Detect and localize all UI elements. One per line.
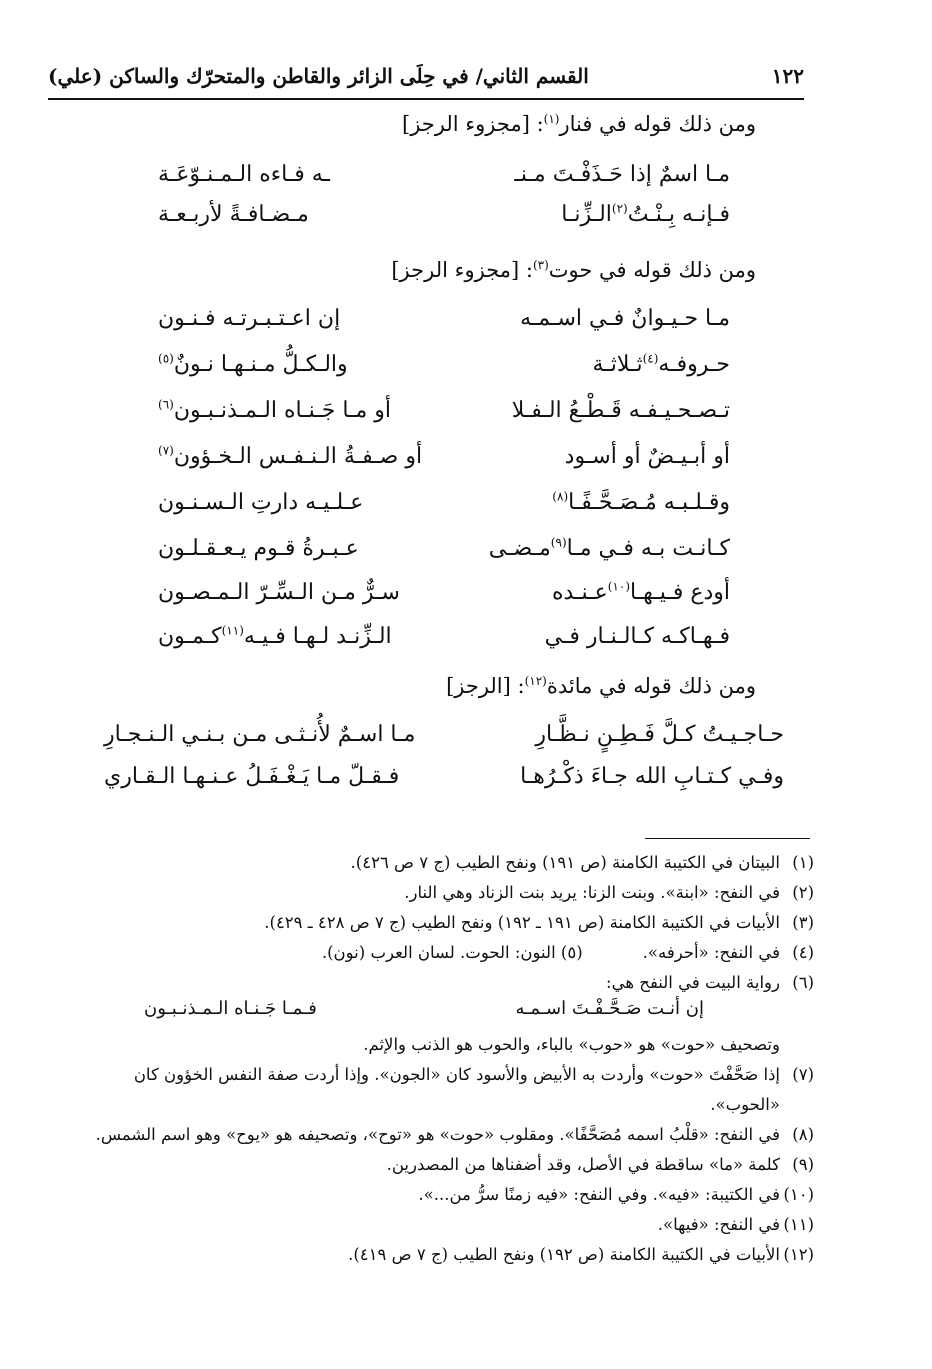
verse-hemistich-left: عـلـيـه دارتِ الـسـنـون [158, 490, 364, 515]
verse-hemistich-left: عـبـرةُ قـوم يـعـقـلـون [158, 536, 359, 561]
footnote-verse [74, 998, 814, 1030]
verse-hemistich-right: أودع فـيـهـا$^{(١٠)}$عـنـده [552, 579, 730, 605]
footnote-text: في النفح: «أحرفه». [642, 943, 780, 962]
verse-hemistich-left: سـرٌّ مـن الـسِّـرّ الـمـصـون [158, 580, 400, 605]
footnote-item [74, 968, 814, 998]
verse-line [158, 202, 730, 242]
footnote-item [74, 878, 814, 908]
footnote-item [74, 938, 814, 968]
footnote-text: في النفح: «ابنة». وبنت الزنا: يريد بنت الزناد وهي النار. [404, 883, 780, 902]
verse-hemistich-left: والـكـلُّ مـنـهـا نـونٌ$^{(٥)}$ [158, 351, 348, 377]
verse-line [158, 352, 730, 392]
footnote-text: إذا صَحَّفْتَ «حوت» وأردت به الأبيض والأسود كان «الجون». وإذا أردت صفة النفس الخؤون كان «الحوب». [133, 1065, 780, 1114]
footnote-number: (١) [792, 853, 814, 872]
footnote-number: (١٠) [783, 1185, 814, 1204]
footnote-ref: (٩) [550, 535, 567, 550]
verse-line [158, 580, 730, 620]
meter-label: : [مجزوء الرجز] [391, 258, 533, 282]
running-title: القسم الثاني/ في حِلَى الزائر والقاطن والمتحرّك والساكن (علي) [48, 64, 589, 88]
page-header [48, 58, 804, 94]
header-divider [48, 98, 804, 100]
footnote-text: الأبيات في الكتيبة الكامنة (ص ١٩٢) ونفح الطيب (ج ٧ ص ٤١٩). [348, 1245, 780, 1264]
verse-hemistich-left: أو مـا جَـنـاه الـمـذنـبـون$^{(٦)}$ [158, 397, 391, 423]
verse-hemistich-right: أو أبـيـضٌ أو أسـود [564, 444, 730, 469]
verse-hemistich-right: فـهـاكـه كـالـنـار فـي [544, 624, 730, 649]
footnote-ref: (٣) [532, 258, 549, 272]
verse-line [104, 764, 784, 804]
footnote-number: (٢) [792, 883, 814, 902]
footnote-number: (٦) [792, 973, 814, 992]
section-intro: ومن ذلك قوله في حوت$^{(٣)}$: [مجزوء الرجز] [391, 258, 756, 282]
verse-hemistich-left: فـمـا جَـنـاه الـمـذنـبـون [144, 998, 317, 1019]
footnote-item [74, 1120, 814, 1150]
section-intro: ومن ذلك قوله في فنار$^{(١)}$: [مجزوء الرجز] [402, 112, 756, 136]
footnote-number: (١٢) [783, 1245, 814, 1264]
meter-label: : [الرجز] [446, 674, 525, 698]
footnote-number: (١١) [783, 1215, 814, 1234]
footnote-text: في النفح: «قلْبُ اسمه مُصَحَّفًا». ومقلوب «حوت» هو «توح»، وتصحيفه هو «يوح» وهو اسم الشمس. [95, 1125, 780, 1144]
verse-hemistich-right: حـروفـه$^{(٤)}$ثـلاثـة [592, 351, 730, 377]
footnotes [74, 848, 814, 1270]
footnote-text: كلمة «ما» ساقطة في الأصل، وقد أضفناها من المصدرين. [386, 1155, 780, 1174]
footnote-item [74, 1060, 814, 1120]
footnote-ref: (٥) [158, 351, 174, 366]
verse-line [158, 306, 730, 346]
footnote-number: (٤) [792, 943, 814, 962]
footnote-item [74, 848, 814, 878]
footnote-ref: (٤) [642, 351, 659, 366]
verse-hemistich-right: حـاجـيـتُ كـلَّ فَـطِـنٍ نـظَّـارِ [535, 722, 784, 747]
footnote-number: (٧) [792, 1065, 814, 1084]
footnote-item [74, 1150, 814, 1180]
verse-line [158, 444, 730, 484]
footnote-text: في النفح: «فيها». [657, 1215, 780, 1234]
verse-hemistich-right: وفـي كـتـابِ الله جـاءَ ذكْـرُهـا [520, 764, 784, 789]
footnote-ref: (٨) [552, 489, 569, 504]
verse-hemistich-left: مـا اسـمٌ لأُنـثـى مـن بـنـي الـنـجـارِ [104, 722, 416, 747]
meter-label: : [مجزوء الرجز] [402, 112, 544, 136]
verse-hemistich-right: وقـلـبـه مُـصَـحَّـفًـا$^{(٨)}$ [552, 489, 730, 515]
page-number: ١٢٢ [771, 64, 804, 88]
section-intro: ومن ذلك قوله في مائدة$^{(١٢)}$: [الرجز] [446, 674, 756, 698]
footnote-number: (٩) [792, 1155, 814, 1174]
footnote-item [74, 1240, 814, 1270]
footnote-item [74, 1180, 814, 1210]
footnote-ref: (١٢) [524, 674, 547, 688]
verse-hemistich-left: ـه فـاءه الـمـنـوّعَـة [158, 162, 331, 187]
footnote-ref: (٢) [611, 201, 628, 216]
verse-hemistich-right: فـإنـه بِـنْـتُ$^{(٢)}$الـزِّنـا [561, 201, 730, 227]
footnote-text: الأبيات في الكتيبة الكامنة (ص ١٩١ ـ ١٩٢) ونفح الطيب (ج ٧ ص ٤٢٨ ـ ٤٢٩). [264, 913, 780, 932]
verse-line [104, 722, 784, 762]
verse-hemistich-right: إن أنـت صَـحَّـفْـتَ اسـمـه [515, 998, 704, 1019]
footnote-ref: (١٠) [607, 579, 630, 594]
footnote-text: وتصحيف «حوت» هو «حوب» بالباء، والحوب هو الذنب والإثم. [363, 1035, 780, 1054]
footnote-item [74, 908, 814, 938]
footnote-item [74, 1210, 814, 1240]
verse-line [158, 490, 730, 530]
footnote-divider [645, 838, 810, 839]
verse-line [158, 536, 730, 576]
verse-hemistich-left: الـزِّنـد لـهـا فـيـه$^{(١١)}$كـمـون [158, 623, 392, 649]
footnote-ref: (٦) [158, 397, 174, 412]
verse-hemistich-left: مـضـافـةً لأربـعـة [158, 202, 309, 227]
verse-hemistich-right: مـا اسمٌ إذا حَـذَفْـتَ مـنـ [514, 162, 730, 187]
footnote-text: في الكتيبة: «فيه». وفي النفح: «فيه زمنًا سرُّ من...». [418, 1185, 780, 1204]
footnote-ref: (١) [543, 112, 560, 126]
verse-hemistich-right: مـا حـيـوانٌ فـي اسـمـه [520, 306, 730, 331]
footnote-number: (٣) [792, 913, 814, 932]
footnote-ref: (٧) [158, 443, 174, 458]
verse-hemistich-left: أو صـفـةُ الـنـفـس الـخـؤون$^{(٧)}$ [158, 443, 423, 469]
footnote-number: (٨) [792, 1125, 814, 1144]
footnote-text: رواية البيت في النفح هي: [606, 973, 780, 992]
footnote-text: (٥) النون: الحوت. لسان العرب (نون). [321, 943, 583, 962]
verse-hemistich-right: كـانـت بـه فـي مـا$^{(٩)}$مـضـى [488, 535, 730, 561]
verse-line [158, 398, 730, 438]
verse-hemistich-left: إن اعـتـبـرتـه فـنـون [158, 306, 341, 331]
footnote-ref: (١١) [221, 623, 244, 638]
verse-hemistich-left: فـقـلّ مـا يَـغْـفَـلُ عـنـهـا الـقـاري [104, 764, 400, 789]
footnote-text: البيتان في الكتيبة الكامنة (ص ١٩١) ونفح الطيب (ج ٧ ص ٤٢٦). [350, 853, 780, 872]
verse-line [158, 624, 730, 664]
verse-hemistich-right: تـصـحـيـفـه قَـطْـعُ الـفـلا [511, 398, 730, 423]
verse-line [158, 162, 730, 202]
